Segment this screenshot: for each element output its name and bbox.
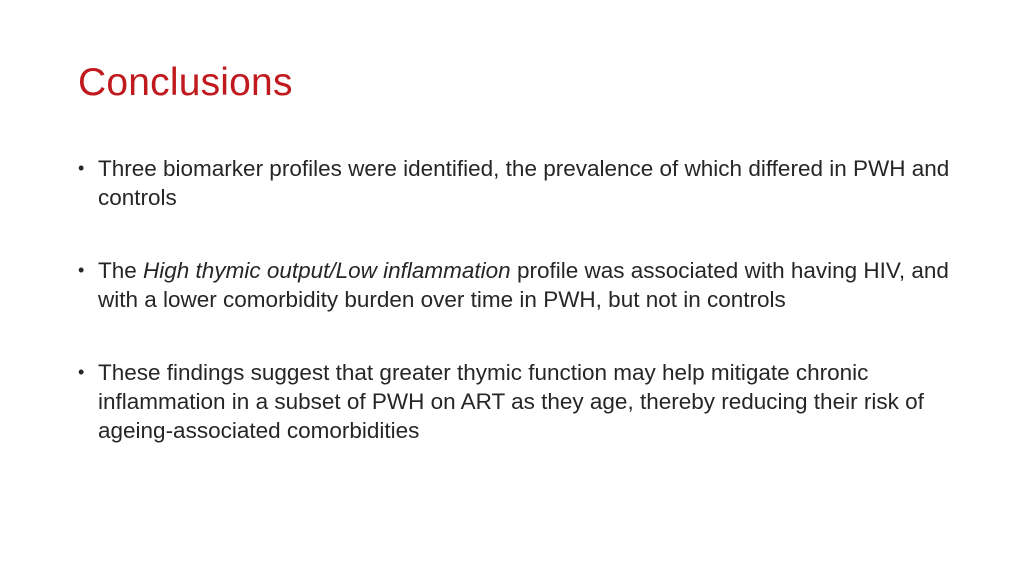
- bullet-text: These findings suggest that greater thymic function may help mitigate chronic inflammation in a subset of PWH on ART as they age, thereby reducing their risk of ageing-associated comorbidities: [98, 360, 924, 443]
- bullet-item: [78, 358, 958, 445]
- bullet-text-suffix: profile was associated with having HIV, and with a lower comorbidity burden over time in PWH, but not in controls: [98, 258, 949, 312]
- bullet-item: [78, 154, 958, 212]
- bullet-list: [78, 154, 958, 445]
- bullet-item: [78, 256, 958, 314]
- bullet-icon: •: [78, 158, 85, 178]
- bullet-icon: •: [78, 362, 85, 382]
- bullet-text-prefix: The: [98, 258, 144, 283]
- slide-title: Conclusions: [78, 61, 293, 104]
- bullet-icon: •: [78, 260, 85, 280]
- bullet-text: Three biomarker profiles were identified, the prevalence of which differed in PWH and controls: [98, 156, 950, 210]
- bullet-text: [98, 258, 949, 312]
- bullet-text-emphasis: High thymic output/Low inflammation: [143, 258, 511, 283]
